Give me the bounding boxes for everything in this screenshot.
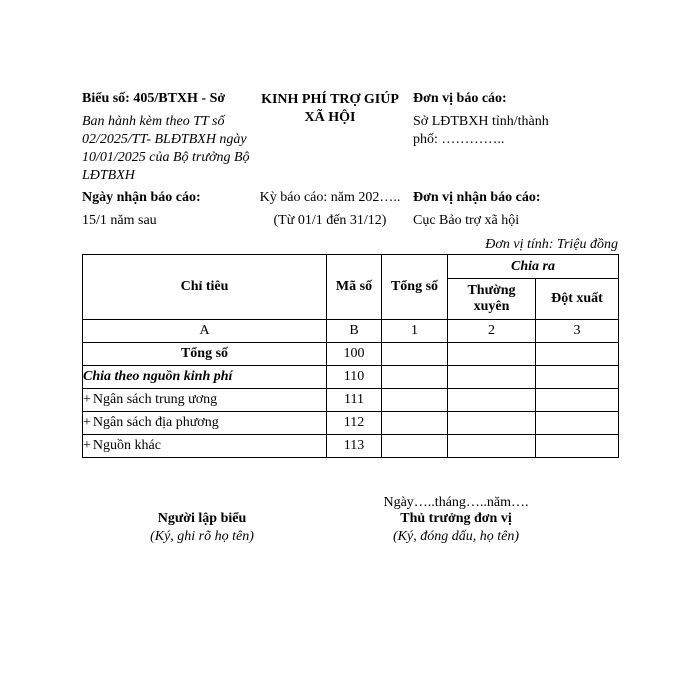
row-total-cell	[382, 435, 448, 458]
table-row-section	[83, 366, 619, 389]
column-index-3: 3	[536, 320, 619, 343]
row-prefix: +	[83, 415, 91, 430]
head-note: (Ký, đóng dấu, họ tên)	[393, 529, 519, 544]
header-total: Tổng số	[382, 255, 448, 320]
row-unscheduled-cell	[536, 412, 619, 435]
reporting-unit-label: Đơn vị báo cáo:	[413, 91, 507, 106]
receiving-unit-value: Cục Bảo trợ xã hội	[413, 213, 520, 228]
row-label: Nguồn khác	[92, 438, 161, 453]
preparer-title: Người lập biểu	[157, 511, 247, 526]
table-row-item	[83, 412, 619, 435]
table-row-total	[83, 343, 619, 366]
form-number: Biểu số: 405/BTXH - Sở	[82, 91, 226, 106]
row-label: Tổng số	[83, 343, 327, 366]
row-total-cell	[382, 343, 448, 366]
row-label-cell	[83, 412, 327, 435]
receiving-unit-label: Đơn vị nhận báo cáo:	[413, 190, 541, 205]
row-regular-cell	[448, 343, 536, 366]
row-label-cell	[83, 389, 327, 412]
row-unscheduled-cell	[536, 366, 619, 389]
row-regular-cell	[448, 366, 536, 389]
row-label: Chia theo nguồn kinh phí	[83, 366, 327, 389]
row-code: 112	[327, 412, 382, 435]
header-regular: Thường xuyên	[448, 279, 536, 320]
issued-by-note: Ban hành kèm theo TT số 02/2025/TT- BLĐTBXH ngày 10/01/2025 của Bộ trưởng Bộ LĐTBXH	[82, 114, 250, 183]
header-code: Mã số	[327, 255, 382, 320]
column-index-2: 2	[448, 320, 536, 343]
column-index-a: A	[83, 320, 327, 343]
row-prefix: +	[83, 438, 91, 453]
row-total-cell	[382, 412, 448, 435]
row-unscheduled-cell	[536, 343, 619, 366]
row-unscheduled-cell	[536, 389, 619, 412]
row-label: Ngân sách trung ương	[92, 392, 218, 407]
row-label-cell	[83, 435, 327, 458]
reporting-unit-value: Sở LĐTBXH tỉnh/thành phố: …………..	[413, 114, 549, 147]
row-total-cell	[382, 366, 448, 389]
row-code: 110	[327, 366, 382, 389]
header-unscheduled: Đột xuất	[536, 279, 619, 320]
report-period-range: (Từ 01/1 đến 31/12)	[273, 213, 387, 228]
row-regular-cell	[448, 412, 536, 435]
row-total-cell	[382, 389, 448, 412]
currency-unit: Đơn vị tính: Triệu đồng	[485, 237, 618, 252]
column-index-1: 1	[382, 320, 448, 343]
row-code: 100	[327, 343, 382, 366]
report-table	[82, 254, 619, 458]
row-label: Ngân sách địa phương	[92, 415, 219, 430]
column-index-row	[83, 320, 619, 343]
row-prefix: +	[83, 392, 91, 407]
document-title: KINH PHÍ TRỢ GIÚP XÃ HỘI	[261, 92, 399, 125]
row-regular-cell	[448, 435, 536, 458]
column-index-b: B	[327, 320, 382, 343]
receive-date-value: 15/1 năm sau	[82, 213, 157, 228]
row-code: 111	[327, 389, 382, 412]
signature-date-line: Ngày…..tháng…..năm….	[383, 495, 529, 510]
row-regular-cell	[448, 389, 536, 412]
row-code: 113	[327, 435, 382, 458]
header-row	[83, 255, 619, 279]
receive-date-label: Ngày nhận báo cáo:	[82, 190, 201, 205]
report-period: Kỳ báo cáo: năm 202…..	[259, 190, 401, 205]
table-row-item	[83, 435, 619, 458]
row-unscheduled-cell	[536, 435, 619, 458]
table-row-item	[83, 389, 619, 412]
head-title: Thủ trưởng đơn vị	[400, 511, 512, 526]
preparer-note: (Ký, ghi rõ họ tên)	[150, 529, 254, 544]
header-indicator: Chỉ tiêu	[83, 255, 327, 320]
header-breakdown: Chia ra	[448, 255, 619, 279]
